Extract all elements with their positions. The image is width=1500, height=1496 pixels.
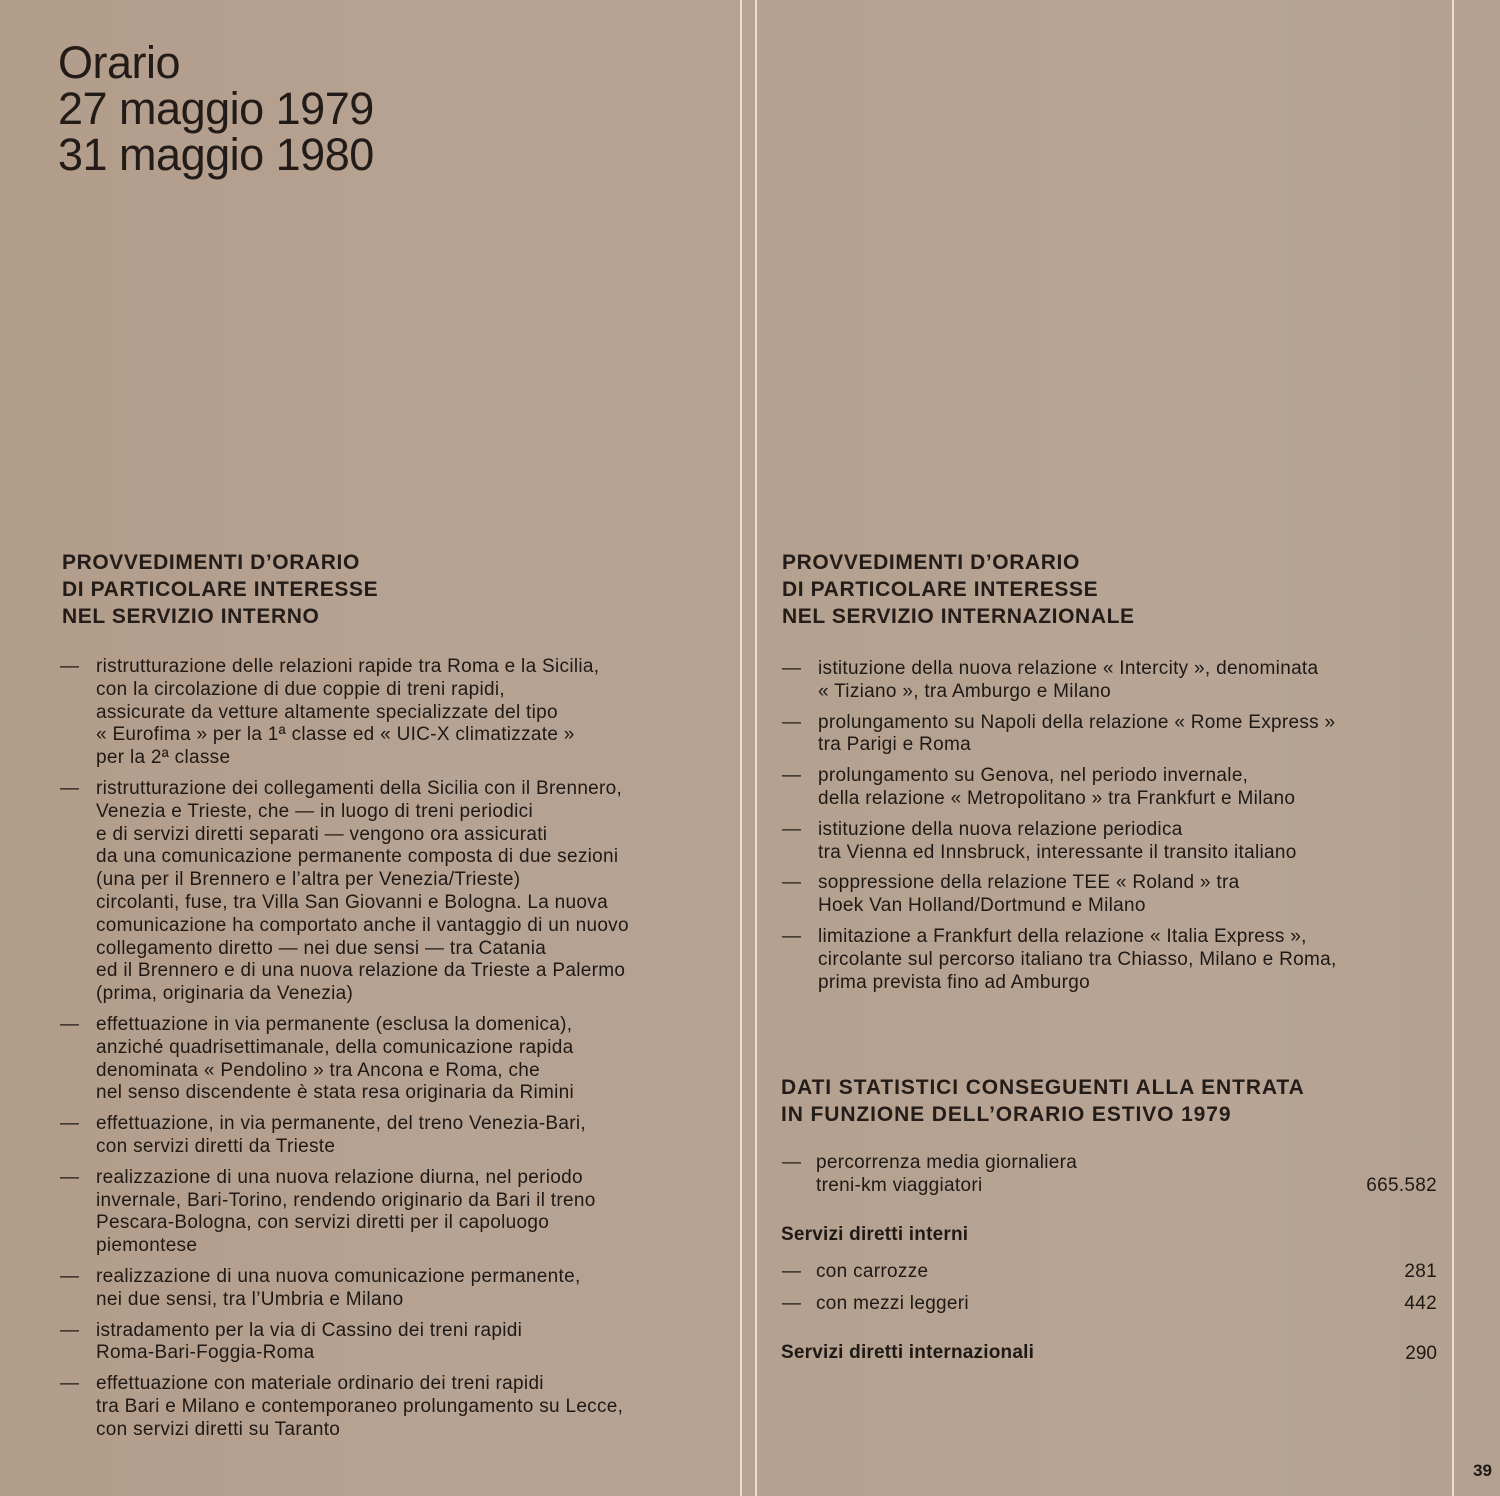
item-line: effettuazione, in via permanente, del treno Venezia-Bari, (96, 1113, 586, 1135)
item-line: Roma-Bari-Foggia-Roma (96, 1342, 315, 1364)
measures-list-internazionale (782, 658, 1442, 1002)
servizi-interni-heading: Servizi diretti interni (781, 1224, 969, 1245)
list-item (60, 1266, 730, 1312)
item-line: istituzione della nuova relazione « Intercity », denominata (818, 658, 1319, 679)
heading-line: IN FUNZIONE DELL’ORARIO ESTIVO 1979 (781, 1103, 1232, 1126)
item-line: con la circolazione di due coppie di treni rapidi, (96, 678, 505, 700)
stats-heading (781, 1074, 1305, 1128)
stat-label: con carrozze (816, 1261, 929, 1282)
item-line: effettuazione in via permanente (esclusa la domenica), (96, 1013, 573, 1035)
dash-bullet: — (60, 777, 80, 799)
item-line: prima prevista fino ad Amburgo (818, 971, 1090, 993)
stat-treni-km (782, 1152, 1437, 1198)
stat-mezzi-leggeri (782, 1293, 1437, 1317)
list-item (60, 1320, 730, 1366)
item-line: con servizi diretti da Trieste (96, 1135, 336, 1157)
list-item (60, 1167, 730, 1258)
item-line: nel senso discendente è stata resa originaria da Rimini (96, 1082, 575, 1104)
list-item (60, 656, 730, 770)
title-line: Orario (58, 37, 181, 88)
stat-value: 442 (1404, 1293, 1437, 1314)
dash-bullet: — (60, 656, 80, 677)
dash-bullet: — (782, 1152, 802, 1173)
item-line: con servizi diretti su Taranto (96, 1418, 341, 1440)
item-line: istradamento per la via di Cassino dei treni rapidi (96, 1319, 523, 1341)
item-line: nei due sensi, tra l’Umbria e Milano (96, 1288, 404, 1310)
item-line: prolungamento su Napoli della relazione « Rome Express » (818, 711, 1336, 733)
dash-bullet: — (782, 765, 802, 787)
list-item (782, 926, 1442, 994)
item-line: istituzione della nuova relazione periodica (818, 818, 1183, 840)
dash-bullet: — (782, 925, 802, 947)
item-line: denominata « Pendolino » tra Ancona e Roma, che (96, 1059, 541, 1081)
dash-bullet: — (782, 818, 802, 840)
section-heading-interno (62, 549, 378, 630)
stat-label: treni-km viaggiatori (816, 1175, 983, 1196)
item-line: « Eurofima » per la 1ª classe ed « UIC-X climatizzate » (96, 724, 575, 746)
title-line: 31 maggio 1980 (58, 129, 374, 180)
dash-bullet: — (782, 658, 802, 679)
section-heading-internazionale (782, 549, 1135, 630)
item-line: tra Bari e Milano e contemporaneo prolungamento su Lecce, (96, 1395, 624, 1417)
item-line: ristrutturazione delle relazioni rapide tra Roma e la Sicilia, (96, 656, 600, 677)
item-line: ed il Brennero e di una nuova relazione da Trieste a Palermo (96, 960, 626, 982)
dash-bullet: — (782, 1261, 802, 1282)
column-divider (740, 0, 742, 1496)
dash-bullet: — (782, 872, 802, 894)
item-line: limitazione a Frankfurt della relazione « Italia Express », (818, 925, 1307, 947)
item-line: ristrutturazione dei collegamenti della Sicilia con il Brennero, (96, 777, 623, 799)
heading-line: DI PARTICOLARE INTERESSE (62, 578, 379, 601)
item-line: soppressione della relazione TEE « Roland » tra (818, 872, 1240, 894)
stat-label: percorrenza media giornaliera (816, 1152, 1078, 1173)
item-line: Hoek Van Holland/Dortmund e Milano (818, 895, 1146, 917)
dash-bullet: — (60, 1166, 80, 1188)
measures-list-interno (60, 656, 730, 1450)
item-line: effettuazione con materiale ordinario dei treni rapidi (96, 1373, 544, 1395)
item-line: da una comunicazione permanente composta di due sezioni (96, 846, 619, 868)
stat-label: con mezzi leggeri (816, 1293, 969, 1314)
servizi-internazionali-value: 290 (1405, 1343, 1437, 1364)
list-item (782, 712, 1442, 758)
page-edge-divider (1452, 0, 1454, 1496)
item-line: « Tiziano », tra Amburgo e Milano (818, 680, 1111, 702)
item-line: tra Vienna ed Innsbruck, interessante il transito italiano (818, 841, 1297, 863)
item-line: comunicazione ha comportato anche il vantaggio di un nuovo (96, 914, 629, 936)
column-divider (755, 0, 757, 1496)
heading-line: DI PARTICOLARE INTERESSE (782, 578, 1099, 601)
item-line: realizzazione di una nuova relazione diurna, nel periodo (96, 1166, 583, 1188)
list-item (60, 1014, 730, 1105)
item-line: (prima, originaria da Venezia) (96, 983, 354, 1005)
item-line: e di servizi diretti separati — vengono ora assicurati (96, 823, 548, 845)
item-line: (una per il Brennero e l’altra per Venezia/Trieste) (96, 869, 521, 891)
item-line: assicurate da vetture altamente specializzate del tipo (96, 701, 558, 723)
page-title (58, 37, 374, 180)
list-item (60, 778, 730, 1006)
item-line: della relazione « Metropolitano » tra Frankfurt e Milano (818, 787, 1296, 809)
heading-line: PROVVEDIMENTI D’ORARIO (782, 551, 1080, 574)
item-line: realizzazione di una nuova comunicazione permanente, (96, 1265, 581, 1287)
list-item (782, 765, 1442, 811)
item-line: circolanti, fuse, tra Villa San Giovanni e Bologna. La nuova (96, 891, 608, 913)
page-number: 39 (1473, 1461, 1492, 1480)
servizi-internazionali-label: Servizi diretti internazionali (781, 1342, 1035, 1363)
dash-bullet: — (782, 711, 802, 733)
dash-bullet: — (60, 1373, 80, 1395)
list-item (60, 1373, 730, 1441)
heading-line: PROVVEDIMENTI D’ORARIO (62, 551, 360, 574)
dash-bullet: — (60, 1113, 80, 1135)
item-line: Pescara-Bologna, con servizi diretti per il capoluogo (96, 1212, 550, 1234)
item-line: prolungamento su Genova, nel periodo invernale, (818, 765, 1249, 787)
dash-bullet: — (60, 1319, 80, 1341)
item-line: circolante sul percorso italiano tra Chiasso, Milano e Roma, (818, 948, 1337, 970)
list-item (60, 1113, 730, 1159)
item-line: collegamento diretto — nei due sensi — tra Catania (96, 937, 547, 959)
dash-bullet: — (782, 1293, 802, 1314)
stat-carrozze (782, 1261, 1437, 1285)
list-item (782, 872, 1442, 918)
item-line: invernale, Bari-Torino, rendendo originario da Bari il treno (96, 1189, 596, 1211)
heading-line: NEL SERVIZIO INTERNAZIONALE (782, 605, 1135, 628)
heading-line: NEL SERVIZIO INTERNO (62, 605, 320, 628)
title-line: 27 maggio 1979 (58, 83, 374, 134)
item-line: tra Parigi e Roma (818, 734, 971, 756)
list-item (782, 658, 1442, 704)
item-line: Venezia e Trieste, che — in luogo di treni periodici (96, 800, 534, 822)
item-line: piemontese (96, 1235, 198, 1257)
item-line: per la 2ª classe (96, 747, 231, 769)
heading-line: DATI STATISTICI CONSEGUENTI ALLA ENTRATA (781, 1076, 1305, 1099)
list-item (782, 819, 1442, 865)
stat-value: 665.582 (1366, 1175, 1437, 1196)
dash-bullet: — (60, 1013, 80, 1035)
stat-value: 281 (1404, 1261, 1437, 1282)
item-line: anziché quadrisettimanale, della comunicazione rapida (96, 1036, 574, 1058)
dash-bullet: — (60, 1265, 80, 1287)
